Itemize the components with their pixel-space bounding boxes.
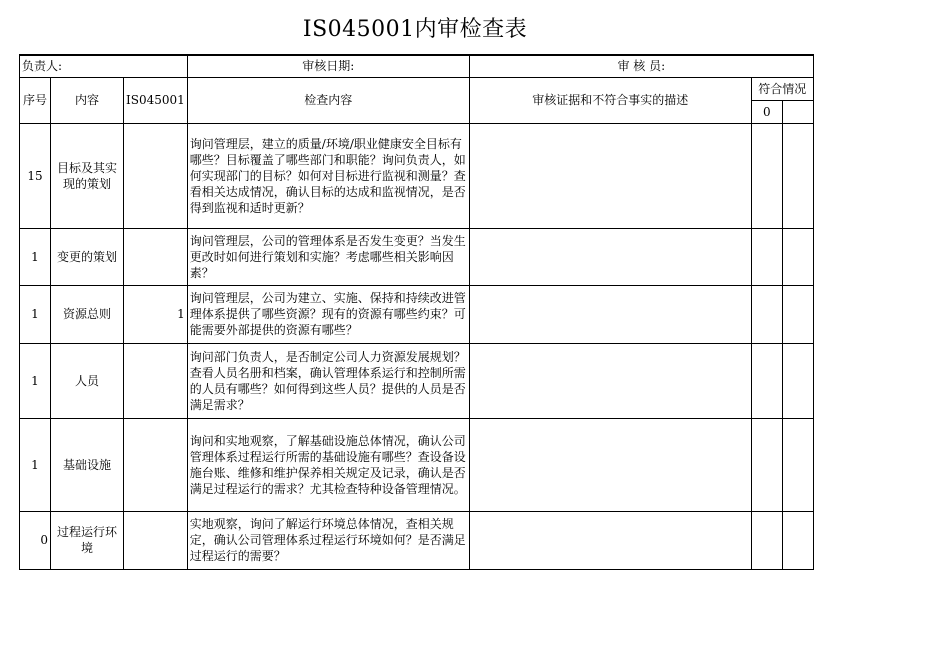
row-check-text: 询问管理层，公司为建立、实施、保持和持续改进管理体系提供了哪些资源？现有的资源有哪些约束？可能需要外部提供的资源有哪些？: [187, 285, 469, 343]
row-evidence-cell[interactable]: [469, 285, 751, 343]
row-content: 人员: [51, 343, 124, 418]
meta-row: [20, 55, 814, 77]
row-iso: 1: [124, 285, 188, 343]
col-evidence-header: 审核证据和不符合事实的描述: [469, 77, 751, 123]
row-seq: 0: [20, 511, 51, 569]
row-evidence-cell[interactable]: [469, 511, 751, 569]
col-content-header: 内容: [51, 77, 124, 123]
page-title: IS045001内审检查表: [302, 17, 528, 42]
row-conformity-cell[interactable]: [751, 418, 782, 511]
row-iso: [124, 123, 188, 228]
row-seq: 1: [20, 285, 51, 343]
row-conformity-cell[interactable]: [751, 511, 782, 569]
row-evidence-cell[interactable]: [469, 228, 751, 285]
row-seq: 15: [20, 123, 51, 228]
row-conformity-cell-2[interactable]: [782, 228, 813, 285]
row-content: 资源总则: [51, 285, 124, 343]
row-conformity-cell[interactable]: [751, 228, 782, 285]
col-conformity-sub-blank: [782, 100, 813, 123]
row-content: 基础设施: [51, 418, 124, 511]
col-iso-header: IS045001: [124, 77, 188, 123]
row-check-text: 询问和实地观察，了解基础设施总体情况，确认公司管理体系过程运行所需的基础设施有哪些？查设备设施台账、维修和维护保养相关规定及记录，确认是否满足过程运行的需求？尤其检查特种设备管理情况。: [187, 418, 469, 511]
col-conformity-sub: 0: [751, 100, 782, 123]
row-seq: 1: [20, 418, 51, 511]
row-content: 目标及其实现的策划: [51, 123, 124, 228]
row-check-text: 询问管理层，建立的质量/环境/职业健康安全目标有哪些？目标覆盖了哪些部门和职能？询问负责人，如何实现部门的目标？如何对目标进行监视和测量？查看相关达成情况，确认目标的达成和监视情况，是否得到监视和适时更新？: [187, 123, 469, 228]
row-check-text: 询问部门负责人，是否制定公司人力资源发展规划？查看人员名册和档案，确认管理体系运行和控制所需的人员有哪些？如何得到这些人员？提供的人员是否满足需求？: [187, 343, 469, 418]
owner-label: 负责人:: [20, 55, 188, 77]
audit-date-label: 审核日期:: [187, 55, 469, 77]
column-header-row: [20, 77, 814, 100]
row-iso: [124, 343, 188, 418]
table-row: [20, 228, 814, 285]
row-iso: [124, 418, 188, 511]
col-check-header: 检查内容: [187, 77, 469, 123]
row-check-text: 询问管理层，公司的管理体系是否发生变更？当发生更改时如何进行策划和实施？考虑哪些相关影响因素？: [187, 228, 469, 285]
row-conformity-cell[interactable]: [751, 343, 782, 418]
row-evidence-cell[interactable]: [469, 123, 751, 228]
table-row: [20, 418, 814, 511]
row-content: 变更的策划: [51, 228, 124, 285]
row-conformity-cell-2[interactable]: [782, 418, 813, 511]
audit-checklist-table: [19, 54, 814, 570]
row-conformity-cell[interactable]: [751, 285, 782, 343]
row-evidence-cell[interactable]: [469, 418, 751, 511]
row-conformity-cell[interactable]: [751, 123, 782, 228]
auditor-label: 审 核 员:: [469, 55, 813, 77]
table-row: [20, 123, 814, 228]
row-iso: [124, 511, 188, 569]
row-check-text: 实地观察，询问了解运行环境总体情况，查相关规定，确认公司管理体系过程运行环境如何？是否满足过程运行的需要？: [187, 511, 469, 569]
row-iso: [124, 228, 188, 285]
row-conformity-cell-2[interactable]: [782, 511, 813, 569]
table-row: [20, 511, 814, 569]
table-row: [20, 343, 814, 418]
table-row: [20, 285, 814, 343]
col-seq-header: 序号: [20, 77, 51, 123]
row-seq: 1: [20, 228, 51, 285]
col-conformity-header: 符合情况: [751, 77, 813, 100]
row-conformity-cell-2[interactable]: [782, 123, 813, 228]
row-evidence-cell[interactable]: [469, 343, 751, 418]
row-seq: 1: [20, 343, 51, 418]
row-conformity-cell-2[interactable]: [782, 343, 813, 418]
row-content: 过程运行环境: [51, 511, 124, 569]
row-conformity-cell-2[interactable]: [782, 285, 813, 343]
